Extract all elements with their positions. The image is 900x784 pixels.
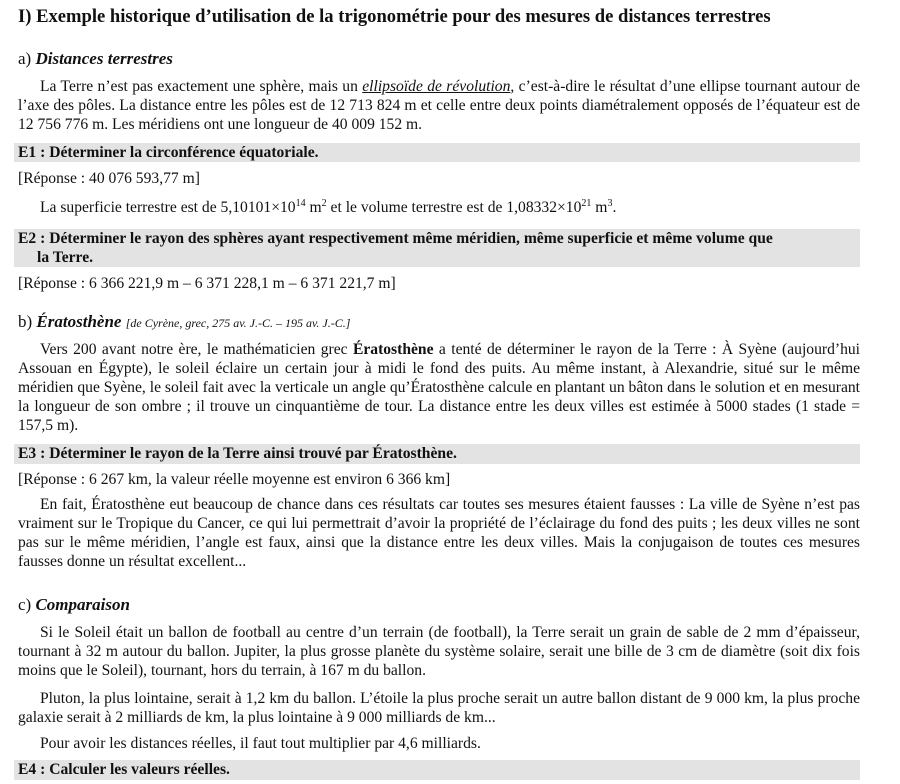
- volume-exponent: 21: [581, 197, 592, 209]
- answer-e1: [Réponse : 40 076 593,77 m]: [18, 170, 200, 187]
- section-b-paragraph-2: En fait, Ératosthène eut beaucoup de chance dans ces résultats car toutes ses mesures étaient fausses : La ville de Syène n’est pas vraiment sur le Tropique du Cancer, ce qui lui permettrait d’avoir la propriété de l’éclairage du fond des puits ; les deux villes ne sont pas sur le même méridien, l’angle est faux, ainsi que la distance entre les deux villes. Mais la conjugaison de toutes ces mesures fausses donne un résultat excellent...: [18, 496, 860, 570]
- section-b-title: Ératosthène: [36, 312, 122, 331]
- section-c-title: Comparaison: [35, 595, 130, 614]
- paragraph-text: Vers 200 avant notre ère, le mathématicien grec: [40, 341, 353, 358]
- page-title: I) Exemple historique d’utilisation de la trigonométrie pour des mesures de distances terrestres: [18, 6, 771, 27]
- section-b-label: b): [18, 312, 33, 331]
- section-b-note: [de Cyrène, grec, 275 av. J.-C. – 195 av. J.-C.]: [125, 316, 351, 330]
- section-a-paragraph: [18, 77, 860, 134]
- section-a-heading: [18, 48, 173, 70]
- paragraph-text: La Terre n’est pas exactement une sphère, mais un: [40, 78, 363, 95]
- exercise-e2-line1: E2 : Déterminer le rayon des sphères ayant respectivement même méridien, même superficie et même volume que: [18, 230, 773, 247]
- surface-value: 5,10101×10: [220, 199, 296, 216]
- surface-unit: m: [305, 199, 322, 216]
- answer-e3: [Réponse : 6 267 km, la valeur réelle moyenne est environ 6 366 km]: [18, 471, 451, 488]
- exercise-e2: [14, 229, 860, 267]
- ellipsoid-link[interactable]: ellipsoïde de révolution: [362, 78, 511, 95]
- exercise-e2-line2: la Terre.: [37, 249, 94, 266]
- section-c-paragraph-3: Pour avoir les distances réelles, il faut tout multiplier par 4,6 milliards.: [40, 735, 481, 752]
- answer-e2: [Réponse : 6 366 221,9 m – 6 371 228,1 m – 6 371 221,7 m]: [18, 275, 396, 292]
- section-b-paragraph: [18, 340, 860, 435]
- surface-volume-line: [18, 198, 860, 217]
- section-c-heading: [18, 594, 130, 616]
- section-b-heading: [18, 311, 350, 334]
- exercise-e1: E1 : Déterminer la circonférence équatoriale.: [14, 143, 860, 162]
- paragraph-text: , c’est-à-dire le résultat d’une ellipse tournant autour de l’axe des pôles. La distance entre les pôles est de 12 713 824 m et celle entre deux points diamétralement opposés de l’équateur est de 12 756 776 m. Les méridiens ont une longueur de 40 009 152 m.: [18, 78, 860, 133]
- volume-unit-exponent: 3: [607, 197, 613, 209]
- volume-prefix: et le volume terrestre est de: [326, 199, 507, 216]
- surface-unit-exponent: 2: [321, 197, 327, 209]
- volume-unit: m: [591, 199, 608, 216]
- exercise-e3: E3 : Déterminer le rayon de la Terre ainsi trouvé par Ératosthène.: [14, 444, 860, 464]
- section-c-paragraph-1: Si le Soleil était un ballon de football au centre d’un terrain (de football), la Terre serait un grain de sable de 2 mm d’épaisseur, tournant à 32 m autour du ballon. Jupiter, la plus grosse planète du système solaire, serait une bille de 3 cm de diamètre (soit dix fois moins que le Soleil), tournant, hors du terrain, à 167 m du ballon.: [18, 624, 860, 679]
- section-a-title: Distances terrestres: [35, 49, 173, 68]
- section-c-paragraph-2: Pluton, la plus lointaine, serait à 1,2 km du ballon. L’étoile la plus proche serait un autre ballon distant de 9 000 km, la plus proche galaxie serait à 2 milliards de km, la plus lointaine à 9 000 milliards de km...: [18, 690, 860, 726]
- exercise-e4: E4 : Calculer les valeurs réelles.: [14, 760, 860, 780]
- volume-value: 1,08332×10: [506, 199, 582, 216]
- section-c-label: c): [18, 595, 32, 614]
- volume-end: .: [612, 199, 617, 216]
- surface-exponent: 14: [295, 197, 306, 209]
- eratosthene-bold: Ératosthène: [352, 341, 434, 358]
- paragraph-text: a tenté de déterminer le rayon de la Terre : À Syène (aujourd’hui Assouan en Égypte), le soleil éclaire un certain jour à midi le fond des puits. Au même instant, à Alexandrie, situé sur le même méridien que Syène, le soleil fait avec la verticale un angle qu’Ératosthène calcule en plantant un bâton dans le solution et en mesurant la longueur de son ombre ; il trouve un cinquantième de tour. La distance entre les deux villes est estimée à 5000 stades (1 stade = 157,5 m).: [18, 341, 860, 434]
- surface-prefix: La superficie terrestre est de: [40, 199, 221, 216]
- section-a-label: a): [18, 49, 32, 68]
